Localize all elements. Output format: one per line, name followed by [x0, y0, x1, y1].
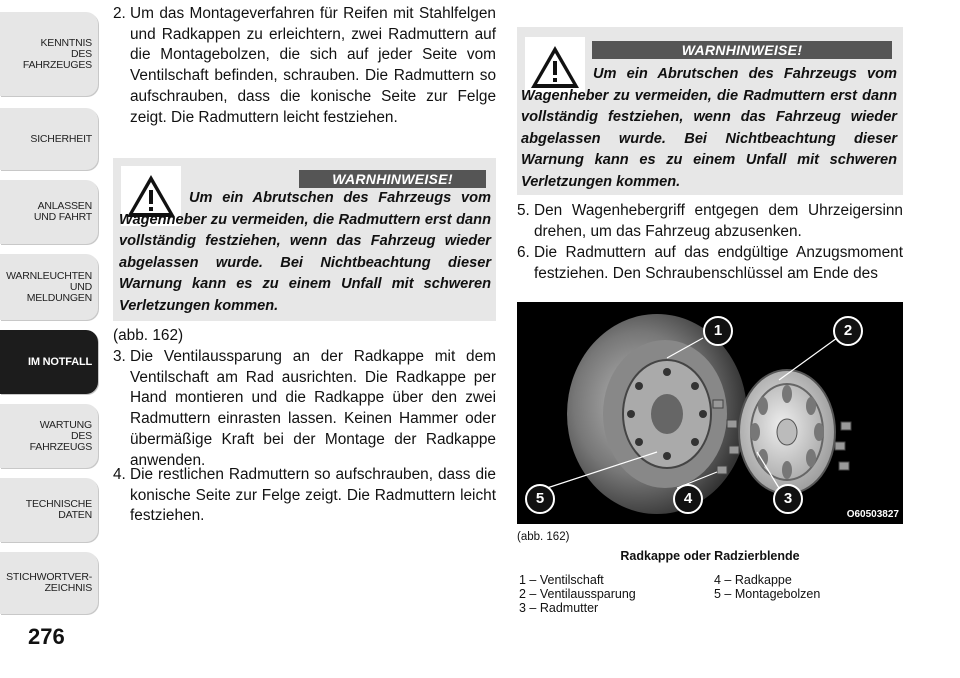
tab-label: STICHWORTVER- ZEICHNIS	[6, 571, 92, 594]
wheel-cover-illustration	[517, 302, 903, 524]
legend-item: 3 – Radmutter	[519, 601, 599, 615]
callout-4: 4	[673, 484, 703, 514]
step-number: 6.	[517, 244, 530, 261]
legend-item: 4 – Radkappe	[714, 573, 792, 587]
step-number: 5.	[517, 202, 530, 219]
step-text: Um das Montageverfahren für Reifen mit Stahlfelgen und Radkappen zu erleichtern, zwei Radmuttern auf die Montagebolzen, die sich auf jeder Seite vom Ventilschaft befinden, schrauben. Die Radmuttern so aufschrauben, dass die konische Seite zur Felge zeigt. Die Radmuttern leicht festziehen.	[130, 5, 496, 126]
warning-text: Um ein Abrutschen des Fahrzeugs vom Wagenheber zu vermeiden, die Radmuttern erst dann vollständig festziehen, wenn das Fahrzeug wieder abgelassen wurde. Bei Nichtbeachtung dieser Warnung kann es zu einem Unfall mit schweren Verletzungen kommen.	[119, 190, 491, 314]
tab-stichwortverzeichnis[interactable]	[0, 552, 98, 614]
figure-legend-right	[714, 573, 820, 601]
step-number: 4.	[113, 466, 126, 483]
warning-title: WARNHINWEISE!	[592, 41, 892, 59]
callout-1: 1	[703, 316, 733, 346]
step-3	[113, 347, 496, 471]
callout-2: 2	[833, 316, 863, 346]
step-text: Die restlichen Radmuttern so aufschrauben, dass die konische Seite zur Felge zeigt. Die Radmuttern leicht festziehen.	[130, 466, 496, 525]
tab-wartung-des-fahrzeugs[interactable]	[0, 404, 98, 468]
tab-label: WARTUNG DES FAHRZEUGS	[29, 418, 92, 453]
legend-item: 2 – Ventilaussparung	[519, 587, 636, 601]
tab-label: WARNLEUCHTEN UND MELDUNGEN	[6, 269, 92, 304]
figure-legend-left	[519, 573, 636, 615]
figure-code: O60503827	[846, 509, 899, 520]
warning-box	[113, 158, 496, 321]
tab-label: KENNTNIS DES FAHRZEUGES	[22, 36, 92, 71]
step-number: 2.	[113, 5, 126, 22]
figure-reference: (abb. 162)	[113, 327, 184, 344]
step-6	[517, 243, 903, 284]
tab-im-notfall[interactable]	[0, 330, 98, 394]
legend-item: 5 – Montagebolzen	[714, 587, 821, 601]
step-2	[113, 4, 496, 128]
figure-title: Radkappe oder Radzierblende	[620, 549, 800, 563]
page-number: 276	[28, 624, 65, 649]
tab-label: SICHERHEIT	[30, 132, 92, 145]
figure-ref: (abb. 162)	[517, 531, 570, 543]
step-text: Den Wagenhebergriff entgegen dem Uhrzeigersinn drehen, um das Fahrzeug abzusenken.	[534, 202, 903, 240]
tab-technische-daten[interactable]	[0, 478, 98, 542]
callout-3: 3	[773, 484, 803, 514]
tab-label: ANLASSEN UND FAHRT	[33, 200, 92, 223]
tab-sicherheit[interactable]	[0, 108, 98, 170]
step-5	[517, 201, 903, 242]
tab-anlassen-und-fahrt[interactable]	[0, 180, 98, 244]
step-4	[113, 465, 496, 527]
tab-warnleuchten-und-meldungen[interactable]	[0, 254, 98, 320]
warning-box	[517, 27, 903, 195]
tab-label: IM NOTFALL	[28, 355, 92, 368]
step-number: 3.	[113, 348, 126, 365]
callout-5: 5	[525, 484, 555, 514]
warning-title: WARNHINWEISE!	[299, 170, 486, 188]
step-text: Die Radmuttern auf das endgültige Anzugsmoment festziehen. Den Schraubenschlüssel am Ende des	[534, 244, 903, 282]
tab-kenntnis-des-fahrzeuges[interactable]	[0, 12, 98, 96]
warning-text: Um ein Abrutschen des Fahrzeugs vom Wagenheber zu vermeiden, die Radmuttern erst dann vollständig festziehen, wenn das Fahrzeug wieder abgelassen wurde. Bei Nichtbeachtung dieser Warnung kann es zu einem Unfall mit schweren Verletzungen kommen.	[521, 66, 897, 190]
legend-item: 1 – Ventilschaft	[519, 573, 604, 587]
step-text: Die Ventilaussparung an der Radkappe mit dem Ventilschaft am Rad ausrichten. Die Radkappe per Hand montieren und die Radkappe über den zwei Radmuttern einrasten lassen. Keinen Hammer oder übermäßige Kraft bei der Montage der Radkappe anwenden.	[130, 348, 496, 469]
tab-label: TECHNISCHE DATEN	[25, 498, 92, 521]
